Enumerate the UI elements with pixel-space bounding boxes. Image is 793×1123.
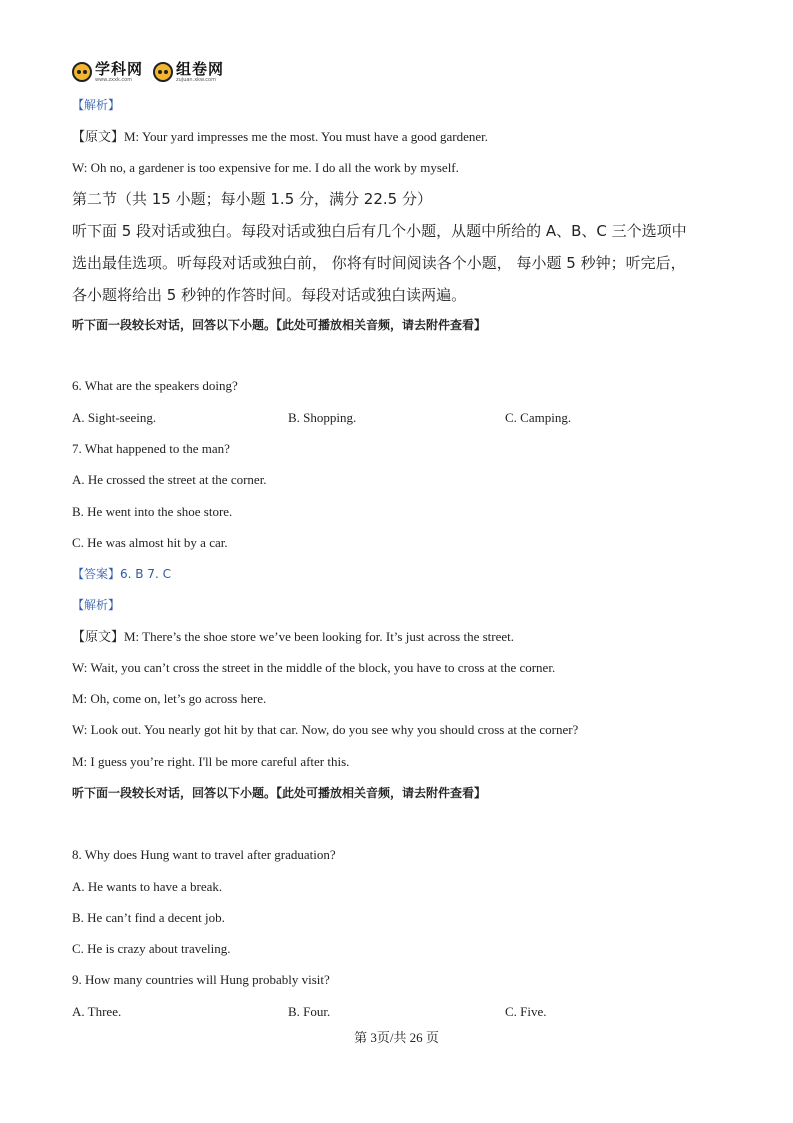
analysis-label: 【解析】 bbox=[72, 98, 121, 112]
instruction-line: 选出最佳选项。听每段对话或独白前， 你将有时间阅读各个小题， 每小题 5 秒钟；听完后， bbox=[72, 254, 686, 272]
instruction-line: 听下面 5 段对话或独白。每段对话或独白后有几个小题，从题中所给的 A、B、C 三个选项中 bbox=[72, 222, 687, 240]
transcript-line: M: I guess you’re right. I'll be more careful after this. bbox=[72, 754, 350, 769]
transcript-line: W: Wait, you can’t cross the street in the middle of the block, you have to cross at the corner. bbox=[72, 660, 556, 675]
question-7: 7. What happened to the man? bbox=[72, 441, 230, 456]
header-logo bbox=[72, 59, 234, 85]
option-9b: B. Four. bbox=[288, 1004, 331, 1019]
option-7b: B. He went into the shoe store. bbox=[72, 504, 233, 519]
instruction-line: 各小题将给出 5 秒钟的作答时间。每段对话或独白读两遍。 bbox=[72, 286, 467, 304]
option-7a: A. He crossed the street at the corner. bbox=[72, 472, 267, 487]
option-8a: A. He wants to have a break. bbox=[72, 879, 223, 894]
audio-note: 听下面一段较长对话，回答以下小题。【此处可播放相关音频，请去附件查看】 bbox=[72, 786, 487, 800]
transcript-line: W: Look out. You nearly got hit by that car. Now, do you see why you should cross at the corner? bbox=[72, 722, 579, 737]
option-8b: B. He can’t find a decent job. bbox=[72, 910, 225, 925]
option-8c: C. He is crazy about traveling. bbox=[72, 941, 231, 956]
graduation-owl-icon bbox=[153, 62, 173, 82]
question-9: 9. How many countries will Hung probably visit? bbox=[72, 972, 330, 987]
question-6: 6. What are the speakers doing? bbox=[72, 378, 238, 393]
transcript-line: 【原文】M: Your yard impresses me the most. You must have a good gardener. bbox=[72, 129, 488, 144]
section-heading: 第二节（共 15 小题；每小题 1.5 分，满分 22.5 分） bbox=[72, 190, 432, 208]
logo-url: www.zxxk.com bbox=[95, 76, 133, 83]
audio-note: 听下面一段较长对话，回答以下小题。【此处可播放相关音频，请去附件查看】 bbox=[72, 318, 487, 332]
analysis-label: 【解析】 bbox=[72, 598, 121, 612]
option-9a: A. Three. bbox=[72, 1004, 122, 1019]
option-7c: C. He was almost hit by a car. bbox=[72, 535, 228, 550]
option-9c: C. Five. bbox=[505, 1004, 547, 1019]
zxxk-logo bbox=[72, 59, 144, 83]
transcript-line: W: Oh no, a gardener is too expensive for me. I do all the work by myself. bbox=[72, 160, 459, 175]
question-8: 8. Why does Hung want to travel after graduation? bbox=[72, 847, 336, 862]
logo-name: 学科网 bbox=[95, 59, 144, 78]
option-6b: B. Shopping. bbox=[288, 410, 357, 425]
option-6a: A. Sight-seeing. bbox=[72, 410, 157, 425]
logo-url: zujuan.xkw.com bbox=[176, 76, 216, 83]
logo-name: 组卷网 bbox=[176, 59, 225, 78]
option-6c: C. Camping. bbox=[505, 410, 572, 425]
transcript-line: 【原文】M: There’s the shoe store we’ve been looking for. It’s just across the street. bbox=[72, 629, 515, 644]
answer-line: 【答案】6. B 7. C bbox=[72, 567, 171, 581]
zujuan-logo bbox=[153, 59, 225, 83]
transcript-line: M: Oh, come on, let’s go across here. bbox=[72, 691, 267, 706]
owl-icon bbox=[72, 62, 92, 82]
page-number: 第 3页/共 26 页 bbox=[354, 1030, 439, 1045]
